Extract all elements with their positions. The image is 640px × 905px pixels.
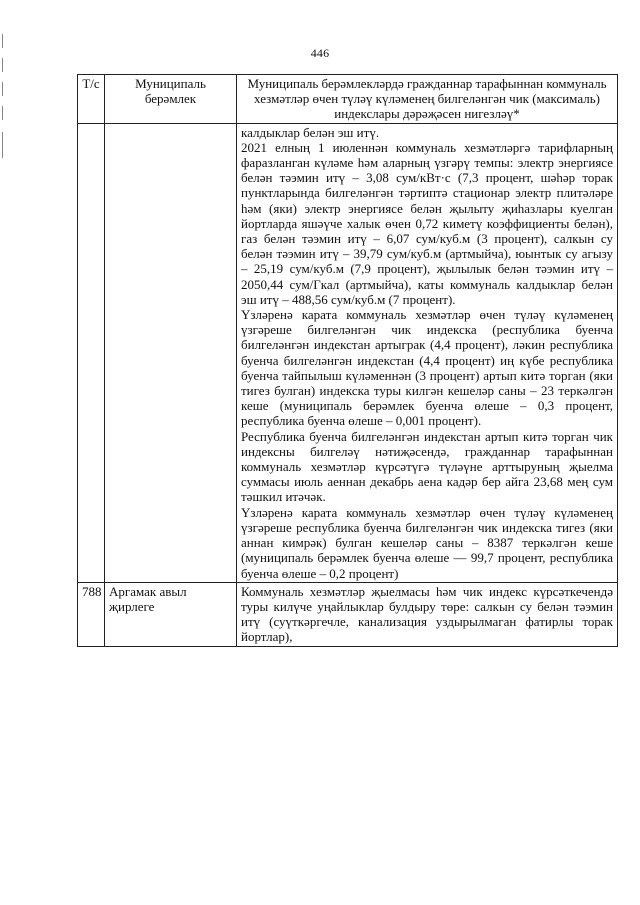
row-num: 788 <box>78 582 105 646</box>
header-municipality: Муниципаль берәмлек <box>105 75 237 124</box>
margin-rule <box>2 106 3 120</box>
row-description <box>237 123 618 582</box>
table-row <box>78 582 618 646</box>
row-num <box>78 123 105 582</box>
municipal-index-table <box>77 74 618 647</box>
margin-rule <box>2 34 3 48</box>
row-description <box>237 582 618 646</box>
paragraph: калдыклар белән эш итү. <box>241 124 380 140</box>
margin-rule <box>2 58 3 72</box>
paragraph: Үзләренә карата коммуналь хезмәтләр өчен түләү күләменең үзгәреше республика буенча билгеләнгән чик индекска тигез (яки аннан кимрәк) булган кешеләр саны – 8387 теркәлгән кеше (муниципаль берәмлек буенча өлеше — 99,7 процент, республика буенча өлеше – 0,2 процент) <box>241 504 613 581</box>
paragraph: Үзләренә карата коммуналь хезмәтләр өчен түләү күләменең үзгәреше билгеләнгән чик индекска (республика буенча билгеләнгән индекстан артыграк (4,4 процент), ләкин республика буенча билгеләнгән индекстан (4,4 процент) иң күбе республика буенча тайпылыш күләменнән (3 процент) артып китә торган (яки тигез булган) индекска туры килгән кешеләр саны – 23 теркәлгән кеше (муниципаль берәмлек буенча өлеше – 0,3 процент, республика буенча өлеше – 0,001 процент). <box>241 307 613 429</box>
paragraph: Коммуналь хезмәтләр җыелмасы һәм чик индекс күрсәткечендә туры килүче уңайлыклар булдыру төре: салкын су белән тәэмин итү (суүткәргечле, канализация уздырылмаган фатирлы торак йортлар), <box>241 583 613 645</box>
paragraph: 2021 елның 1 июленнән коммуналь хезмәтләргә тарифларның фаразланган күләме һәм аларның үзгәрү темпы: электр энергиясе белән тәэмин итү – 3,08 сум/кВт·с (7,3 процент, шәһәр торак пунктларында билгеләнгән тәртиптә стационар электр плитәләре һәм (яки) электр энергиясе белән җылыту җиһазлары куелган йортларда яшәүче халык өчен 0,72 киметү коэффициенты белән), газ белән тәэмин итү – 6,07 сум/куб.м (3 процент), салкын су белән тәэмин итү – 39,79 сум/куб.м (артмыйча), юынтык су агызу – 25,19 сум/куб.м (7,9 процент), җылылык белән тәэмин итү – 2050,44 сум/Гкал (артмыйча), каты коммуналь калдыклар белән эш итү – 488,56 сум/куб.м (7 процент). <box>241 139 613 307</box>
margin-rule <box>2 132 3 158</box>
row-municipality <box>105 123 237 582</box>
row-municipality: Аргамак авыл җирлеге <box>105 582 237 646</box>
header-num: Т/с <box>78 75 105 124</box>
page-number: 446 <box>310 46 330 60</box>
table-header-row <box>78 75 618 124</box>
margin-rule <box>2 82 3 96</box>
header-description: Муниципаль берәмлекләрдә гражданнар тарафыннан коммуналь хезмәтләр өчен түләү күләменең билгеләнгән чик (максималь) индекслары дәрәҗәсен нигезләү* <box>237 75 618 124</box>
paragraph: Республика буенча билгеләнгән индекстан артып китә торган чик индексны билгеләү нәтиҗәсендә, гражданнар тарафыннан коммуналь хезмәтләр күрсәтүгә түләүне арттыруның җыелма суммасы июль аеннан декабрь аена кадәр бер айга 23,68 мең сум тәшкил итәчәк. <box>241 428 613 505</box>
table-row <box>78 123 618 582</box>
